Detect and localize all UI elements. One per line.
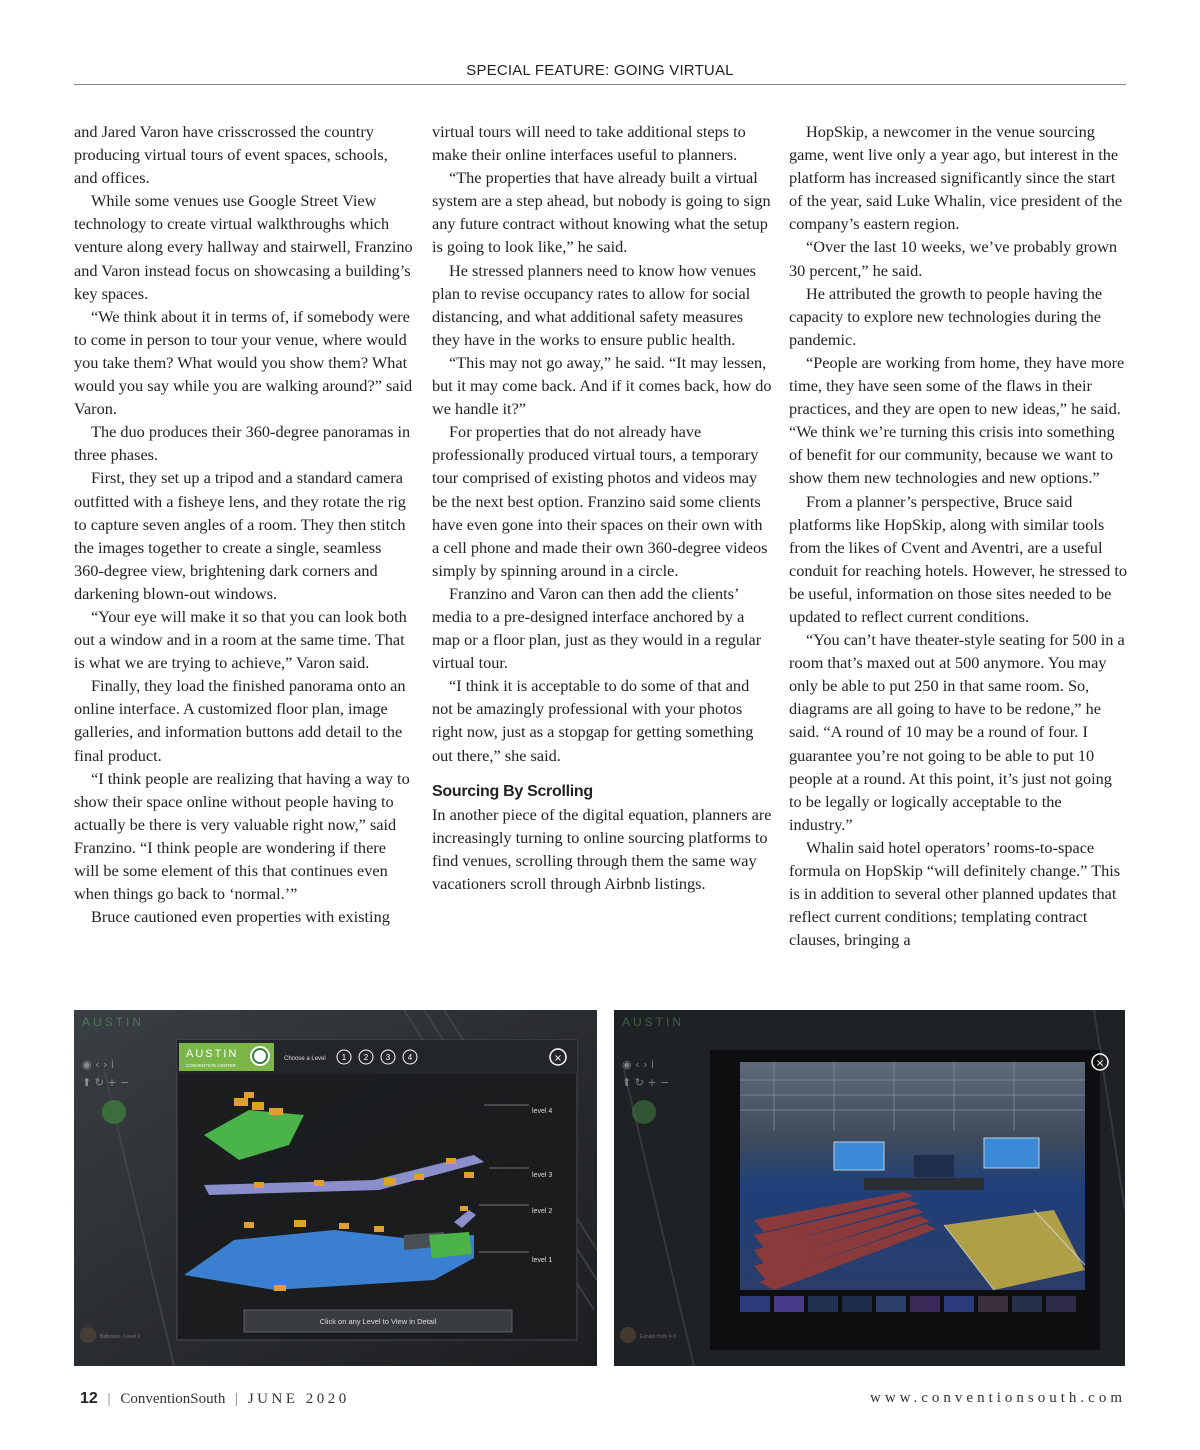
corner-logo: AUSTIN [82,1015,145,1029]
website-url[interactable]: www.conventionsouth.com [869,1390,1126,1406]
paragraph: “Your eye will make it so that you can look both out a window and in a room at the same time. That is what we are trying to achieve,” Varon said. [74,606,407,673]
article-column-2 [432,120,772,895]
badge-icon [102,1100,126,1124]
corner-caption: Ballroom - Level 1 [100,1334,141,1340]
svg-text:×: × [553,1053,563,1064]
paragraph: For properties that do not already have professionally produced virtual tours, a temporary tour comprised of existing photos and videos may be the next best option. Franzino said some clients have even gone into their spaces on their own with a cell phone and made their own 360-degree videos simply by spinning around in a circle. [432,422,768,580]
corner-caption: Exhibit Halls 4-5 [640,1334,677,1340]
projection-screen [834,1142,884,1170]
exhibit-hall-illustration [614,1010,1125,1366]
issue-date: JUNE 2020 [247,1391,350,1407]
svg-text:⬆ ↻ + −: ⬆ ↻ + − [82,1076,130,1089]
level-button-4-label: 4 [407,1053,413,1062]
paragraph: First, they set up a tripod and a standard camera outfitted with a fisheye lens, and they rotate the rig to capture seven angles of a room. They then stitch the images together to create a single, seamless 360-degree view, brightening dark corners and darkening blown-out windows. [74,468,406,603]
paragraph: While some venues use Google Street View technology to create virtual walkthroughs which venture along every hallway and stairwell, Franzino and Varon instead focus on showcasing a building’s key spaces. [74,191,413,303]
level-2-label: level 2 [532,1208,553,1215]
floor-plan-screenshot [74,1010,597,1366]
corner-logo: AUSTIN [622,1015,685,1029]
projection-screen [984,1138,1039,1168]
paragraph: He stressed planners need to know how venues plan to revise occupancy rates to allow for social distancing, and what additional safety measures they have in the works to ensure public health. [432,260,757,349]
paragraph: “I think people are realizing that having a way to show their space online without people having to actually be there is very valuable right now,” said Franzino. “I think people are wondering if there will be some element of this that continues even when things go back to ‘normal.’” [74,768,410,904]
logo-text: AUSTIN [186,1048,239,1060]
footer-separator: | [235,1391,239,1407]
level-1-label: level 1 [532,1257,553,1264]
publication-name: ConventionSouth [120,1391,226,1407]
page-footer [80,1390,350,1408]
logo-subtext: CONVENTION CENTER [186,1063,236,1068]
svg-text:◉ ‹ › i: ◉ ‹ › i [622,1058,654,1071]
choose-level-label: Choose a Level [284,1056,326,1062]
level-button-1-label: 1 [341,1053,347,1062]
footer-separator: | [107,1391,111,1407]
paragraph: From a planner’s perspective, Bruce said platforms like HopSkip, along with similar tools from the likes of Cvent and Aventri, are a useful conduit for reaching hotels. However, he stressed to be useful, information on those sites needed to be updated to reflect current conditions. [789,491,1127,626]
exhibit-hall-screenshot [614,1010,1125,1366]
floor-plan-illustration [74,1010,597,1366]
svg-text:⬆ ↻ + −: ⬆ ↻ + − [622,1076,670,1089]
paragraph: “The properties that have already built a virtual system are a step ahead, but nobody is going to sign any future contract without knowing what the setup is going to look like,” he said. [432,168,771,257]
paragraph: “We think about it in terms of, if somebody were to come in person to tour your venue, where would you take them? What would you show them? What would you say while you are walking around?” said Varon. [74,306,413,419]
paragraph: Whalin said hotel operators’ rooms-to-space formula on HopSkip “will definitely change.” This is in addition to several other planned updates that reflect current conditions; templating contract clauses, bringing a [789,837,1121,950]
svg-text:×: × [1095,1058,1105,1069]
running-header: SPECIAL FEATURE: GOING VIRTUAL [74,62,1126,85]
view-detail-text: Click on any Level to View in Detail [319,1317,437,1326]
section-heading: Sourcing By Scrolling [432,782,593,800]
paragraph: HopSkip, a newcomer in the venue sourcing game, went live only a year ago, but interest in the platform has increased significantly since the start of the year, said Luke Whalin, vice president of the company’s eastern region. [789,122,1123,234]
paragraph: Franzino and Varon can then add the clients’ media to a pre-designed interface anchored by a map or a floor plan, just as they would in a regular virtual tour. [432,583,762,673]
paragraph: virtual tours will need to take additional steps to make their online interfaces useful to planners. [432,122,746,165]
paragraph: “Over the last 10 weeks, we’ve probably grown 30 percent,” he said. [789,237,1118,280]
badge-icon [632,1100,656,1124]
paragraph: and Jared Varon have crisscrossed the country producing virtual tours of event spaces, schools, and offices. [74,122,388,188]
paragraph: “I think it is acceptable to do some of that and not be amazingly professional with your photos right now, just as a stopgap for getting something out there,” she said. [432,676,754,765]
article-column-3 [789,120,1127,951]
level-3-label: level 3 [532,1172,553,1179]
level-button-2-label: 2 [363,1053,369,1062]
paragraph: “This may not go away,” he said. “It may lessen, but it may come back. And if it comes back, how do we handle it?” [432,352,772,419]
paragraph: Finally, they load the finished panorama onto an online interface. A customized floor plan, image galleries, and information buttons add detail to the final product. [74,676,406,765]
level-button-3-label: 3 [385,1053,391,1062]
paragraph: He attributed the growth to people having the capacity to explore new technologies during the pandemic. [789,283,1103,349]
paragraph: The duo produces their 360-degree panoramas in three phases. [74,422,411,465]
svg-text:◉ ‹ › i: ◉ ‹ › i [82,1058,114,1071]
paragraph: “People are working from home, they have more time, they have seen some of the flaws in their practices, and they are open to new ideas,” he said. “We think we’re turning this crisis into something of benefit for our community, because we want to show them new technologies and new options.” [789,352,1125,488]
paragraph: “You can’t have theater-style seating for 500 in a room that’s maxed out at 500 anymore. You may only be able to put 250 in that same room. So, diagrams are all going to have to be redone,” he said. “A round of 10 may be a round of four. I guarantee you’re not going to be able to put 10 people at a round. At this point, it’s just not going to be legally or logically acceptable to the industry.” [789,630,1125,834]
paragraph: Bruce cautioned even properties with existing [91,907,390,927]
article-column-1 [74,120,414,928]
page-number: 12 [80,1390,98,1407]
level-4-label: level 4 [532,1108,553,1115]
paragraph: In another piece of the digital equation, planners are increasingly turning to online sourcing platforms to find venues, scrolling through them the same way vacationers scroll through Airbnb listings. [432,804,772,893]
